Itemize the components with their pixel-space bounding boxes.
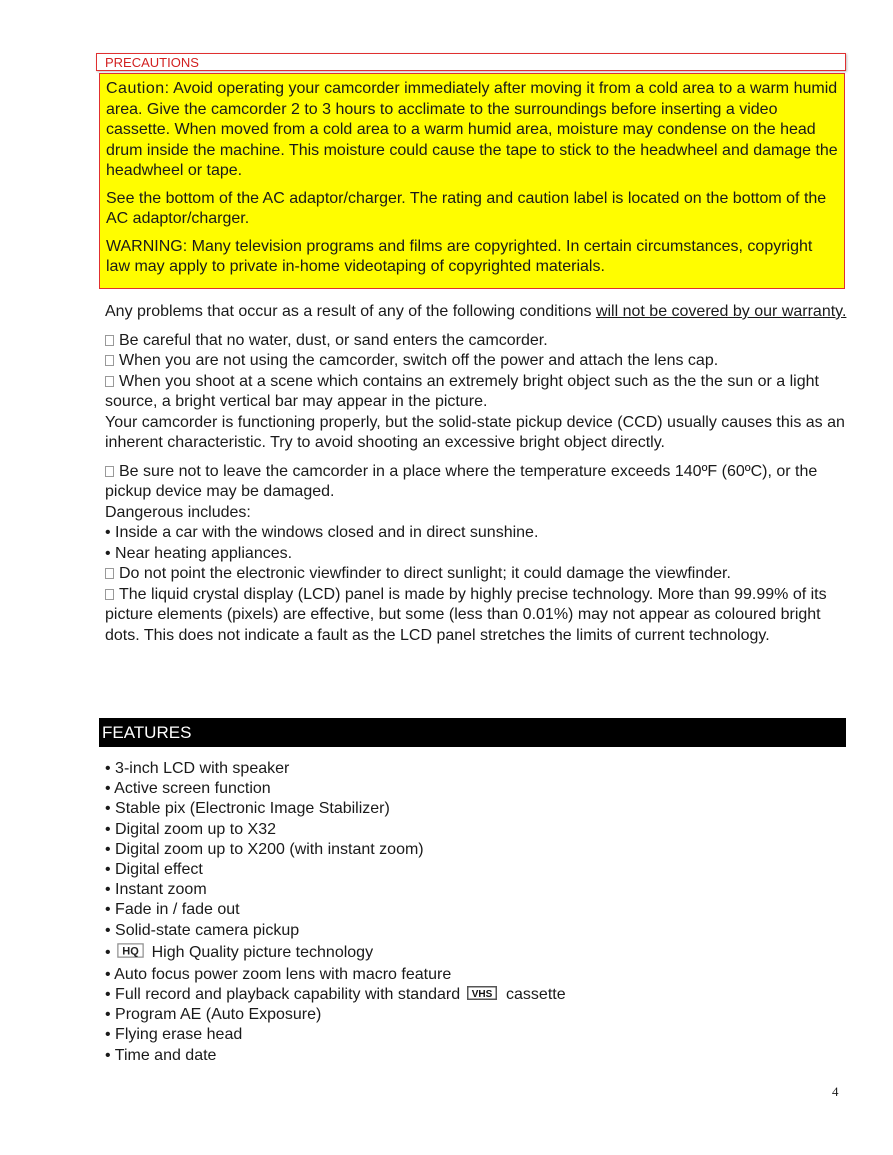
feature-item-hq	[105, 941, 845, 965]
item-water: Be careful that no water, dust, or sand enters the camcorder.	[119, 331, 548, 349]
checkbox-bullet-icon	[105, 355, 114, 366]
feature-item-vhs	[105, 985, 845, 1005]
feature-item: • Solid-state camera pickup	[105, 921, 300, 939]
item-viewfinder: Do not point the electronic viewfinder to direct sunlight; it could damage the viewfinder.	[119, 565, 731, 582]
hq-text: High Quality picture technology	[151, 943, 374, 961]
adaptor-note: See the bottom of the AC adaptor/charger. The rating and caution label is located on the bottom of the AC adaptor/charger.	[106, 189, 827, 227]
feature-item: • Flying erase head	[105, 1026, 243, 1044]
feature-item: • Active screen function	[105, 780, 271, 798]
checkbox-bullet-icon	[105, 466, 114, 477]
vhs-prefix: • Full record and playback capability with standard	[105, 986, 461, 1004]
feature-item: • Fade in / fade out	[105, 901, 240, 919]
bullet-heating: • Near heating appliances.	[105, 544, 293, 562]
feature-item: • Stable pix (Electronic Image Stabilizer)	[105, 800, 390, 818]
checkbox-bullet-icon	[105, 589, 114, 600]
bullet-car: • Inside a car with the windows closed and in direct sunshine.	[105, 524, 539, 541]
feature-item: • Time and date	[105, 1046, 217, 1064]
feature-item: • 3-inch LCD with speaker	[105, 760, 290, 777]
checkbox-bullet-icon	[105, 335, 114, 346]
features-list	[105, 759, 845, 1066]
svg-text:HQ: HQ	[121, 945, 139, 958]
item-temperature: Be sure not to leave the camcorder in a place where the temperature exceeds 140ºF (60ºC), or the pickup device may be damaged.	[105, 462, 818, 500]
warranty-paragraph	[105, 302, 847, 323]
feature-item: • Digital effect	[105, 861, 203, 879]
item-lcd: The liquid crystal display (LCD) panel is made by highly precise technology. More than 99.99% of its picture elements (pixels) are effective, but some (less than 0.01%) may not appear as coloured bright dots. This does not indicate a fault as the LCD panel stretches the limits of current technology.	[105, 585, 827, 644]
feature-item: • Digital zoom up to X32	[105, 820, 277, 838]
dangerous-label: Dangerous includes:	[105, 503, 251, 521]
feature-item: • Auto focus power zoom lens with macro feature	[105, 965, 452, 983]
item-power: When you are not using the camcorder, switch off the power and attach the lens cap.	[119, 352, 719, 369]
features-title: FEATURES	[102, 723, 192, 742]
caution-label: Caution:	[106, 80, 170, 97]
copyright-warning: WARNING: Many television programs and films are copyrighted. In certain circumstances, copyright law may apply to private in-home videotaping of copyrighted materials.	[106, 237, 813, 275]
caution-paragraph	[106, 79, 838, 182]
checkbox-bullet-icon	[105, 376, 114, 387]
conditions-paragraph	[105, 331, 847, 454]
precautions-body	[105, 302, 847, 654]
precautions-header	[96, 53, 846, 71]
ccd-note: Your camcorder is functioning properly, but the solid-state pickup device (CCD) usually causes this as an inherent characteristic. Try to avoid shooting an excessive bright object directly.	[105, 413, 845, 451]
features-header	[99, 718, 846, 747]
warranty-underlined: will not be covered by our warranty.	[595, 303, 847, 320]
feature-item: • Instant zoom	[105, 881, 207, 899]
vhs-logo-icon	[467, 986, 497, 1000]
warranty-intro: Any problems that occur as a result of any of the following conditions	[105, 303, 596, 320]
vhs-suffix: cassette	[506, 986, 566, 1004]
checkbox-bullet-icon	[105, 568, 114, 579]
caution-text: Avoid operating your camcorder immediately after moving it from a cold area to a warm humid area. Give the camcorder 2 to 3 hours to acclimate to the surroundings before inserting a video cassette. When moved from a cold area to a warm humid area, moisture may condense on the head drum inside the machine. This moisture could cause the tape to stick to the headwheel and damage the headwheel or tape.	[106, 80, 838, 179]
svg-text:VHS: VHS	[471, 989, 492, 1001]
feature-item: • Digital zoom up to X200 (with instant zoom)	[105, 840, 424, 858]
hq-logo-icon	[117, 942, 144, 957]
precautions-title: PRECAUTIONS	[105, 55, 199, 70]
page-number: 4	[832, 1084, 839, 1099]
caution-box	[99, 73, 845, 289]
feature-item: • Program AE (Auto Exposure)	[105, 1006, 322, 1024]
temperature-paragraph	[105, 462, 847, 647]
item-bright: When you shoot at a scene which contains an extremely bright object such as the the sun or a light source, a bright vertical bar may appear in the picture.	[105, 372, 819, 410]
hq-bullet: •	[105, 943, 111, 961]
